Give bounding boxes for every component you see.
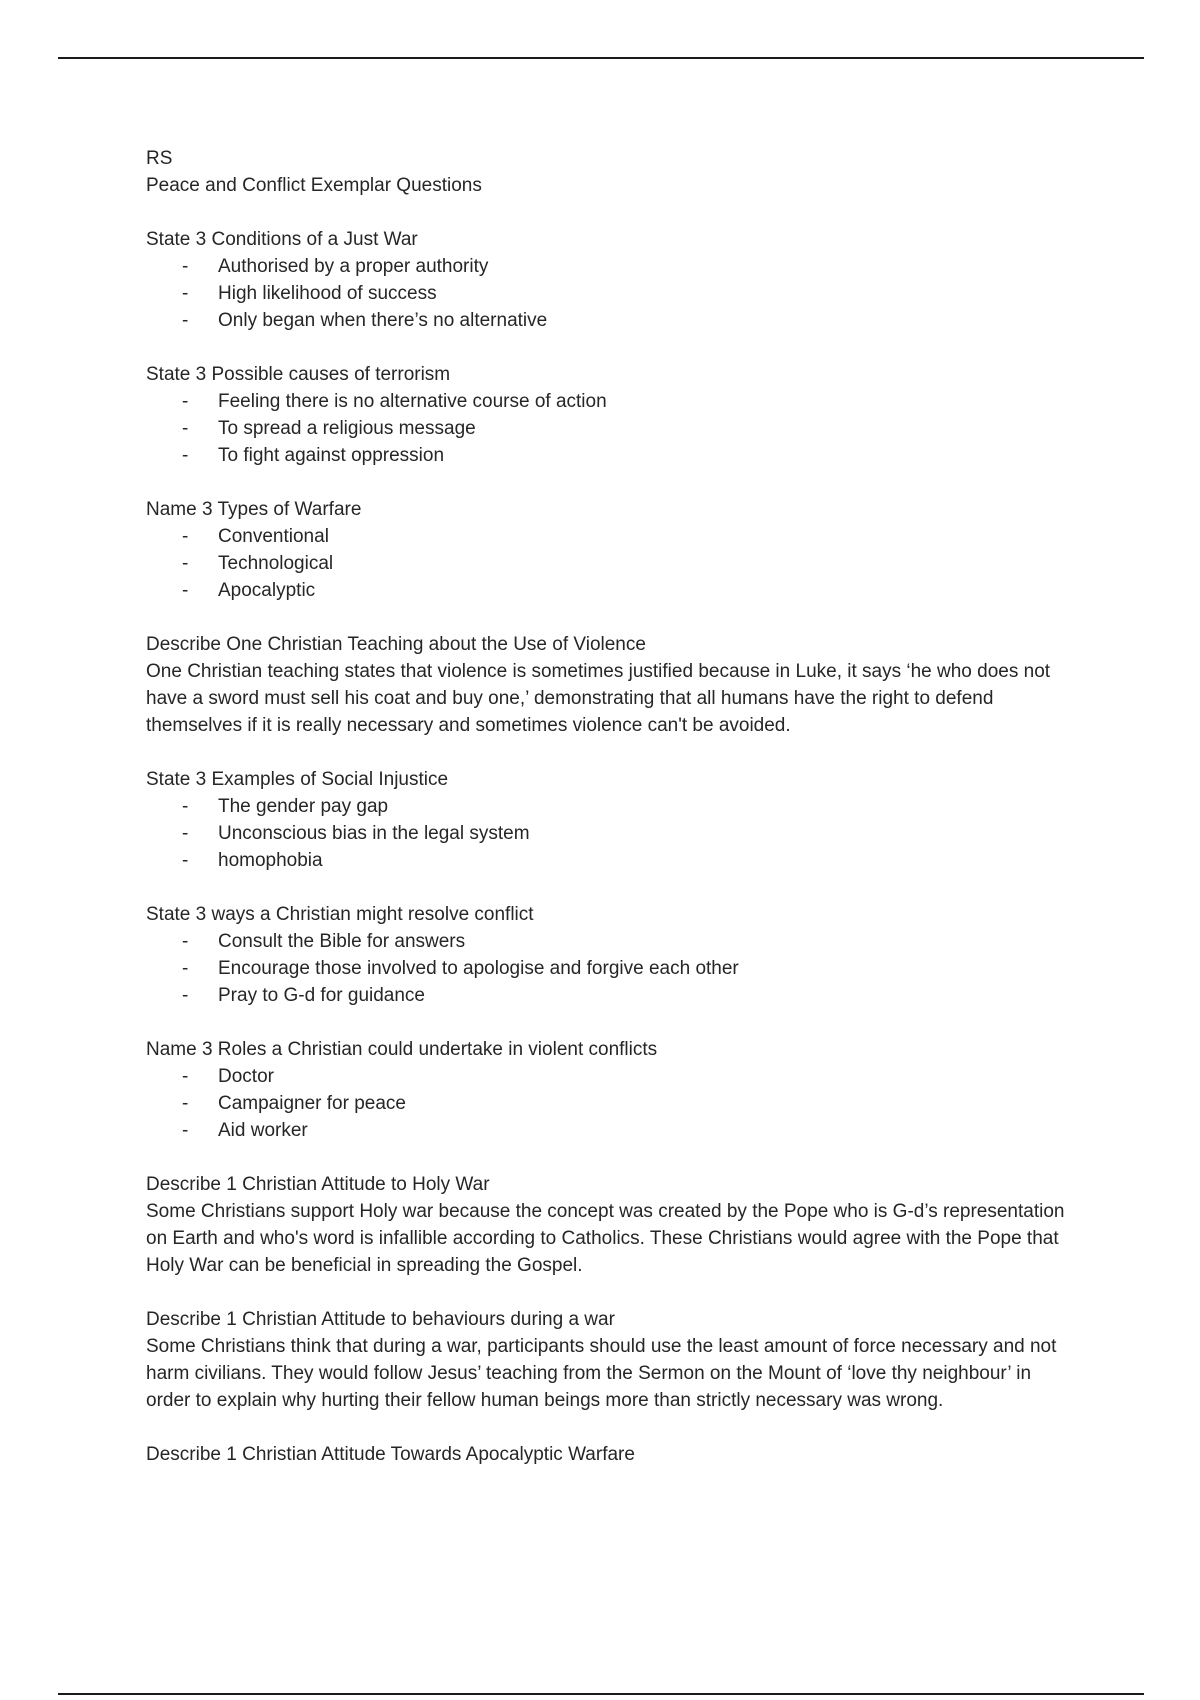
dash-marker: - — [182, 580, 189, 601]
section-resolve-conflict — [146, 901, 1066, 1009]
section-war-behaviours — [146, 1306, 1066, 1414]
dash-marker: - — [182, 256, 189, 277]
document-title: Peace and Conflict Exemplar Questions — [146, 175, 482, 196]
dash-marker: - — [182, 958, 189, 979]
list-item — [146, 847, 1066, 874]
section-terrorism — [146, 361, 1066, 469]
list-item-text: Pray to G-d for guidance — [218, 985, 425, 1006]
section-paragraph: Some Christians think that during a war, participants should use the least amount of force necessary and not harm civilians. They would follow Jesus’ teaching from the Sermon on the Mount of ‘love thy neighbour’ in order to explain why hurting their fellow human beings more than strictly necessary was wrong. — [146, 1336, 1057, 1411]
list-item-text: Consult the Bible for answers — [218, 931, 466, 952]
list-item — [146, 982, 1066, 1009]
dash-marker: - — [182, 1093, 189, 1114]
list-item — [146, 1117, 1066, 1144]
dash-marker: - — [182, 526, 189, 547]
bullet-list — [146, 1063, 1066, 1144]
dash-marker: - — [182, 1120, 189, 1141]
section-violence-teaching — [146, 631, 1066, 739]
dash-marker: - — [182, 796, 189, 817]
dash-marker: - — [182, 391, 189, 412]
list-item-text: Apocalyptic — [218, 580, 316, 601]
list-item-text: High likelihood of success — [218, 283, 437, 304]
subject-label: RS — [146, 148, 173, 169]
dash-marker: - — [182, 310, 189, 331]
section-heading: Name 3 Roles a Christian could undertake in violent conflicts — [146, 1039, 658, 1060]
dash-marker: - — [182, 823, 189, 844]
dash-marker: - — [182, 850, 189, 871]
section-warfare-types — [146, 496, 1066, 604]
dash-marker: - — [182, 1066, 189, 1087]
list-item — [146, 928, 1066, 955]
section-heading: Describe 1 Christian Attitude to Holy War — [146, 1174, 490, 1195]
section-heading: State 3 Conditions of a Just War — [146, 229, 418, 250]
section-heading: State 3 Examples of Social Injustice — [146, 769, 449, 790]
section-heading: State 3 Possible causes of terrorism — [146, 364, 451, 385]
bullet-list — [146, 793, 1066, 874]
list-item — [146, 253, 1066, 280]
bullet-list — [146, 928, 1066, 1009]
list-item-text: Feeling there is no alternative course of action — [218, 391, 607, 412]
list-item — [146, 280, 1066, 307]
section-heading: Describe 1 Christian Attitude Towards Apocalyptic Warfare — [146, 1444, 635, 1465]
list-item — [146, 415, 1066, 442]
list-item-text: Encourage those involved to apologise and forgive each other — [218, 958, 739, 979]
list-item-text: To spread a religious message — [218, 418, 476, 439]
list-item — [146, 1090, 1066, 1117]
section-heading: Describe 1 Christian Attitude to behaviours during a war — [146, 1309, 615, 1330]
dash-marker: - — [182, 553, 189, 574]
list-item-text: Doctor — [218, 1066, 274, 1087]
section-heading: Name 3 Types of Warfare — [146, 499, 362, 520]
top-rule — [58, 57, 1144, 59]
section-paragraph: Some Christians support Holy war because the concept was created by the Pope who is G-d’s representation on Earth and who's word is infallible according to Catholics. These Christians would agree with the Pope that Holy War can be beneficial in spreading the Gospel. — [146, 1201, 1065, 1276]
list-item-text: The gender pay gap — [218, 796, 389, 817]
list-item-text: homophobia — [218, 850, 323, 871]
spacer — [146, 199, 1066, 226]
dash-marker: - — [182, 931, 189, 952]
list-item — [146, 307, 1066, 334]
section-heading: State 3 ways a Christian might resolve conflict — [146, 904, 534, 925]
section-holy-war — [146, 1171, 1066, 1279]
list-item — [146, 577, 1066, 604]
dash-marker: - — [182, 985, 189, 1006]
section-heading: Describe One Christian Teaching about the Use of Violence — [146, 634, 646, 655]
list-item — [146, 793, 1066, 820]
list-item — [146, 442, 1066, 469]
section-paragraph: One Christian teaching states that violence is sometimes justified because in Luke, it says ‘he who does not have a sword must sell his coat and buy one,’ demonstrating that all humans have the right to defend themselves if it is really necessary and sometimes violence can't be avoided. — [146, 661, 1051, 736]
section-social-injustice — [146, 766, 1066, 874]
list-item-text: Conventional — [218, 526, 329, 547]
document-body — [146, 145, 1066, 1495]
list-item — [146, 388, 1066, 415]
bullet-list — [146, 253, 1066, 334]
bottom-rule — [58, 1693, 1144, 1695]
list-item — [146, 550, 1066, 577]
section-christian-roles — [146, 1036, 1066, 1144]
dash-marker: - — [182, 418, 189, 439]
list-item-text: Campaigner for peace — [218, 1093, 406, 1114]
list-item — [146, 1063, 1066, 1090]
list-item — [146, 523, 1066, 550]
section-apocalyptic-warfare — [146, 1441, 1066, 1468]
dash-marker: - — [182, 445, 189, 466]
list-item-text: Aid worker — [218, 1120, 308, 1141]
list-item — [146, 955, 1066, 982]
list-item-text: Unconscious bias in the legal system — [218, 823, 530, 844]
bullet-list — [146, 523, 1066, 604]
list-item-text: Authorised by a proper authority — [218, 256, 489, 277]
list-item-text: To fight against oppression — [218, 445, 445, 466]
list-item-text: Only began when there’s no alternative — [218, 310, 548, 331]
dash-marker: - — [182, 283, 189, 304]
section-just-war — [146, 226, 1066, 334]
list-item-text: Technological — [218, 553, 334, 574]
bullet-list — [146, 388, 1066, 469]
list-item — [146, 820, 1066, 847]
